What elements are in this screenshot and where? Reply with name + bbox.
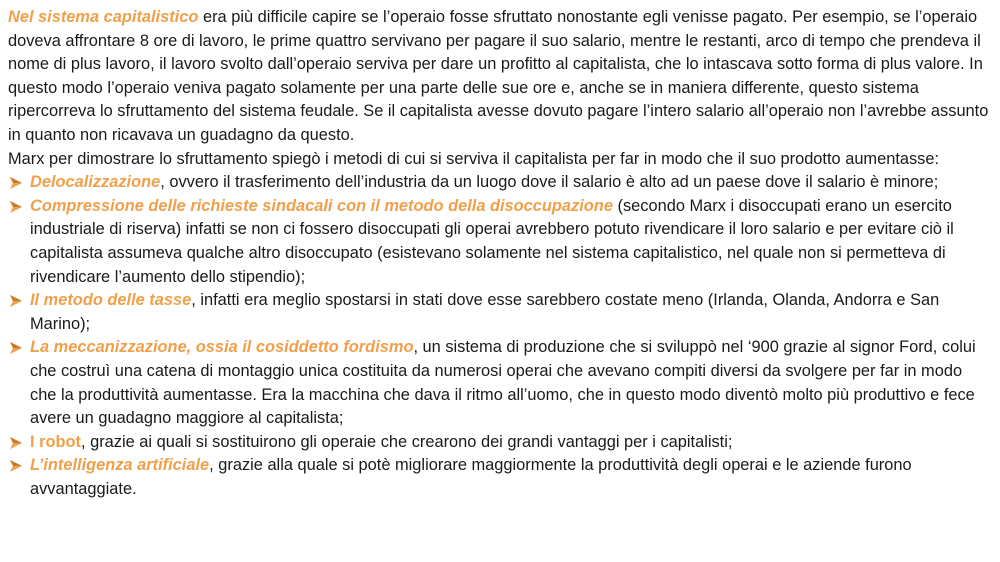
list-item bbox=[8, 195, 992, 289]
methods-list bbox=[8, 171, 992, 501]
method-text: , ovvero il trasferimento dell’industria da un luogo dove il salario è alto ad un paese dove il salario è minore; bbox=[160, 173, 939, 192]
arrow-bullet-icon bbox=[9, 459, 23, 473]
intro-text: era più difficile capire se l’operaio fosse sfruttato nonostante egli venisse pagato. Per esempio, se l’operaio doveva affrontare 8 ore di lavoro, le prime quattro servivano per pagare il suo salario, mentre le restanti, arco di tempo che prendeva il nome di plus lavoro, il lavoro svolto dall’operaio serviva per dare un profitto al capitalista, che lo intascava sotto forma di plus valore. In questo modo l’operaio veniva pagato solamente per una parte delle sue ore e, anche se in maniera differente, questo sistema ripercorreva lo sfruttamento del sistema feudale. Se il capitalista avesse dovuto pagare l’intero salario all’operaio non l’avrebbe assunto in quanto non ricavava un guadagno da questo. bbox=[8, 8, 989, 144]
list-item bbox=[8, 336, 992, 430]
marx-text: Marx per dimostrare lo sfruttamento spiegò i metodi di cui si serviva il capitalista per far in modo che il suo prodotto aumentasse: bbox=[8, 149, 940, 168]
intro-paragraph bbox=[8, 6, 992, 148]
intro-highlight: Nel sistema capitalistico bbox=[8, 8, 199, 26]
list-item bbox=[8, 171, 992, 195]
method-text: (secondo Marx i disoccupati erano un esercito industriale di riserva) infatti se non ci fossero disoccupati gli operai avrebbero potuto rivendicare il loro salario e per evitare ciò il capitalista assumeva qualche altro disoccupato (esistevano solamente nel sistema capitalistico, nel quale non si permetteva di rivendicare l’aumento dello stipendio); bbox=[30, 196, 954, 286]
list-item bbox=[8, 431, 992, 455]
slide-body bbox=[8, 6, 992, 501]
list-item bbox=[8, 289, 992, 336]
marx-paragraph bbox=[8, 148, 992, 172]
arrow-bullet-icon bbox=[9, 436, 23, 450]
method-term: Il metodo delle tasse bbox=[30, 291, 192, 310]
method-term: La meccanizzazione, ossia il cosiddetto fordismo bbox=[30, 338, 414, 357]
arrow-bullet-icon bbox=[9, 341, 23, 355]
list-item bbox=[8, 454, 992, 501]
method-term: I robot bbox=[30, 432, 81, 451]
method-term: L’intelligenza artificiale bbox=[30, 456, 210, 475]
method-text: , infatti era meglio spostarsi in stati dove esse sarebbero costate meno (Irlanda, Olanda, Andorra e San Marino); bbox=[30, 291, 940, 333]
arrow-bullet-icon bbox=[9, 294, 23, 308]
method-text: , grazie alla quale si potè migliorare maggiormente la produttività degli operai e le aziende furono avvantaggiate. bbox=[30, 456, 912, 498]
arrow-bullet-icon bbox=[9, 200, 23, 214]
method-term: Delocalizzazione bbox=[30, 173, 161, 192]
arrow-bullet-icon bbox=[9, 176, 23, 190]
method-text: , grazie ai quali si sostituirono gli operaie che crearono dei grandi vantaggi per i capitalisti; bbox=[80, 432, 733, 451]
method-text: , un sistema di produzione che si sviluppò nel ‘900 grazie al signor Ford, colui che costruì una catena di montaggio unica costituita da numerosi operai che avevano compiti diversi da svolgere per far in modo che la produttività aumentasse. Era la macchina che dava il ritmo all’uomo, che in questo modo diventò molto più produttivo e fece avere un guadagno maggiore al capitalista; bbox=[30, 338, 976, 428]
method-term: Compressione delle richieste sindacali con il metodo della disoccupazione bbox=[30, 196, 613, 215]
